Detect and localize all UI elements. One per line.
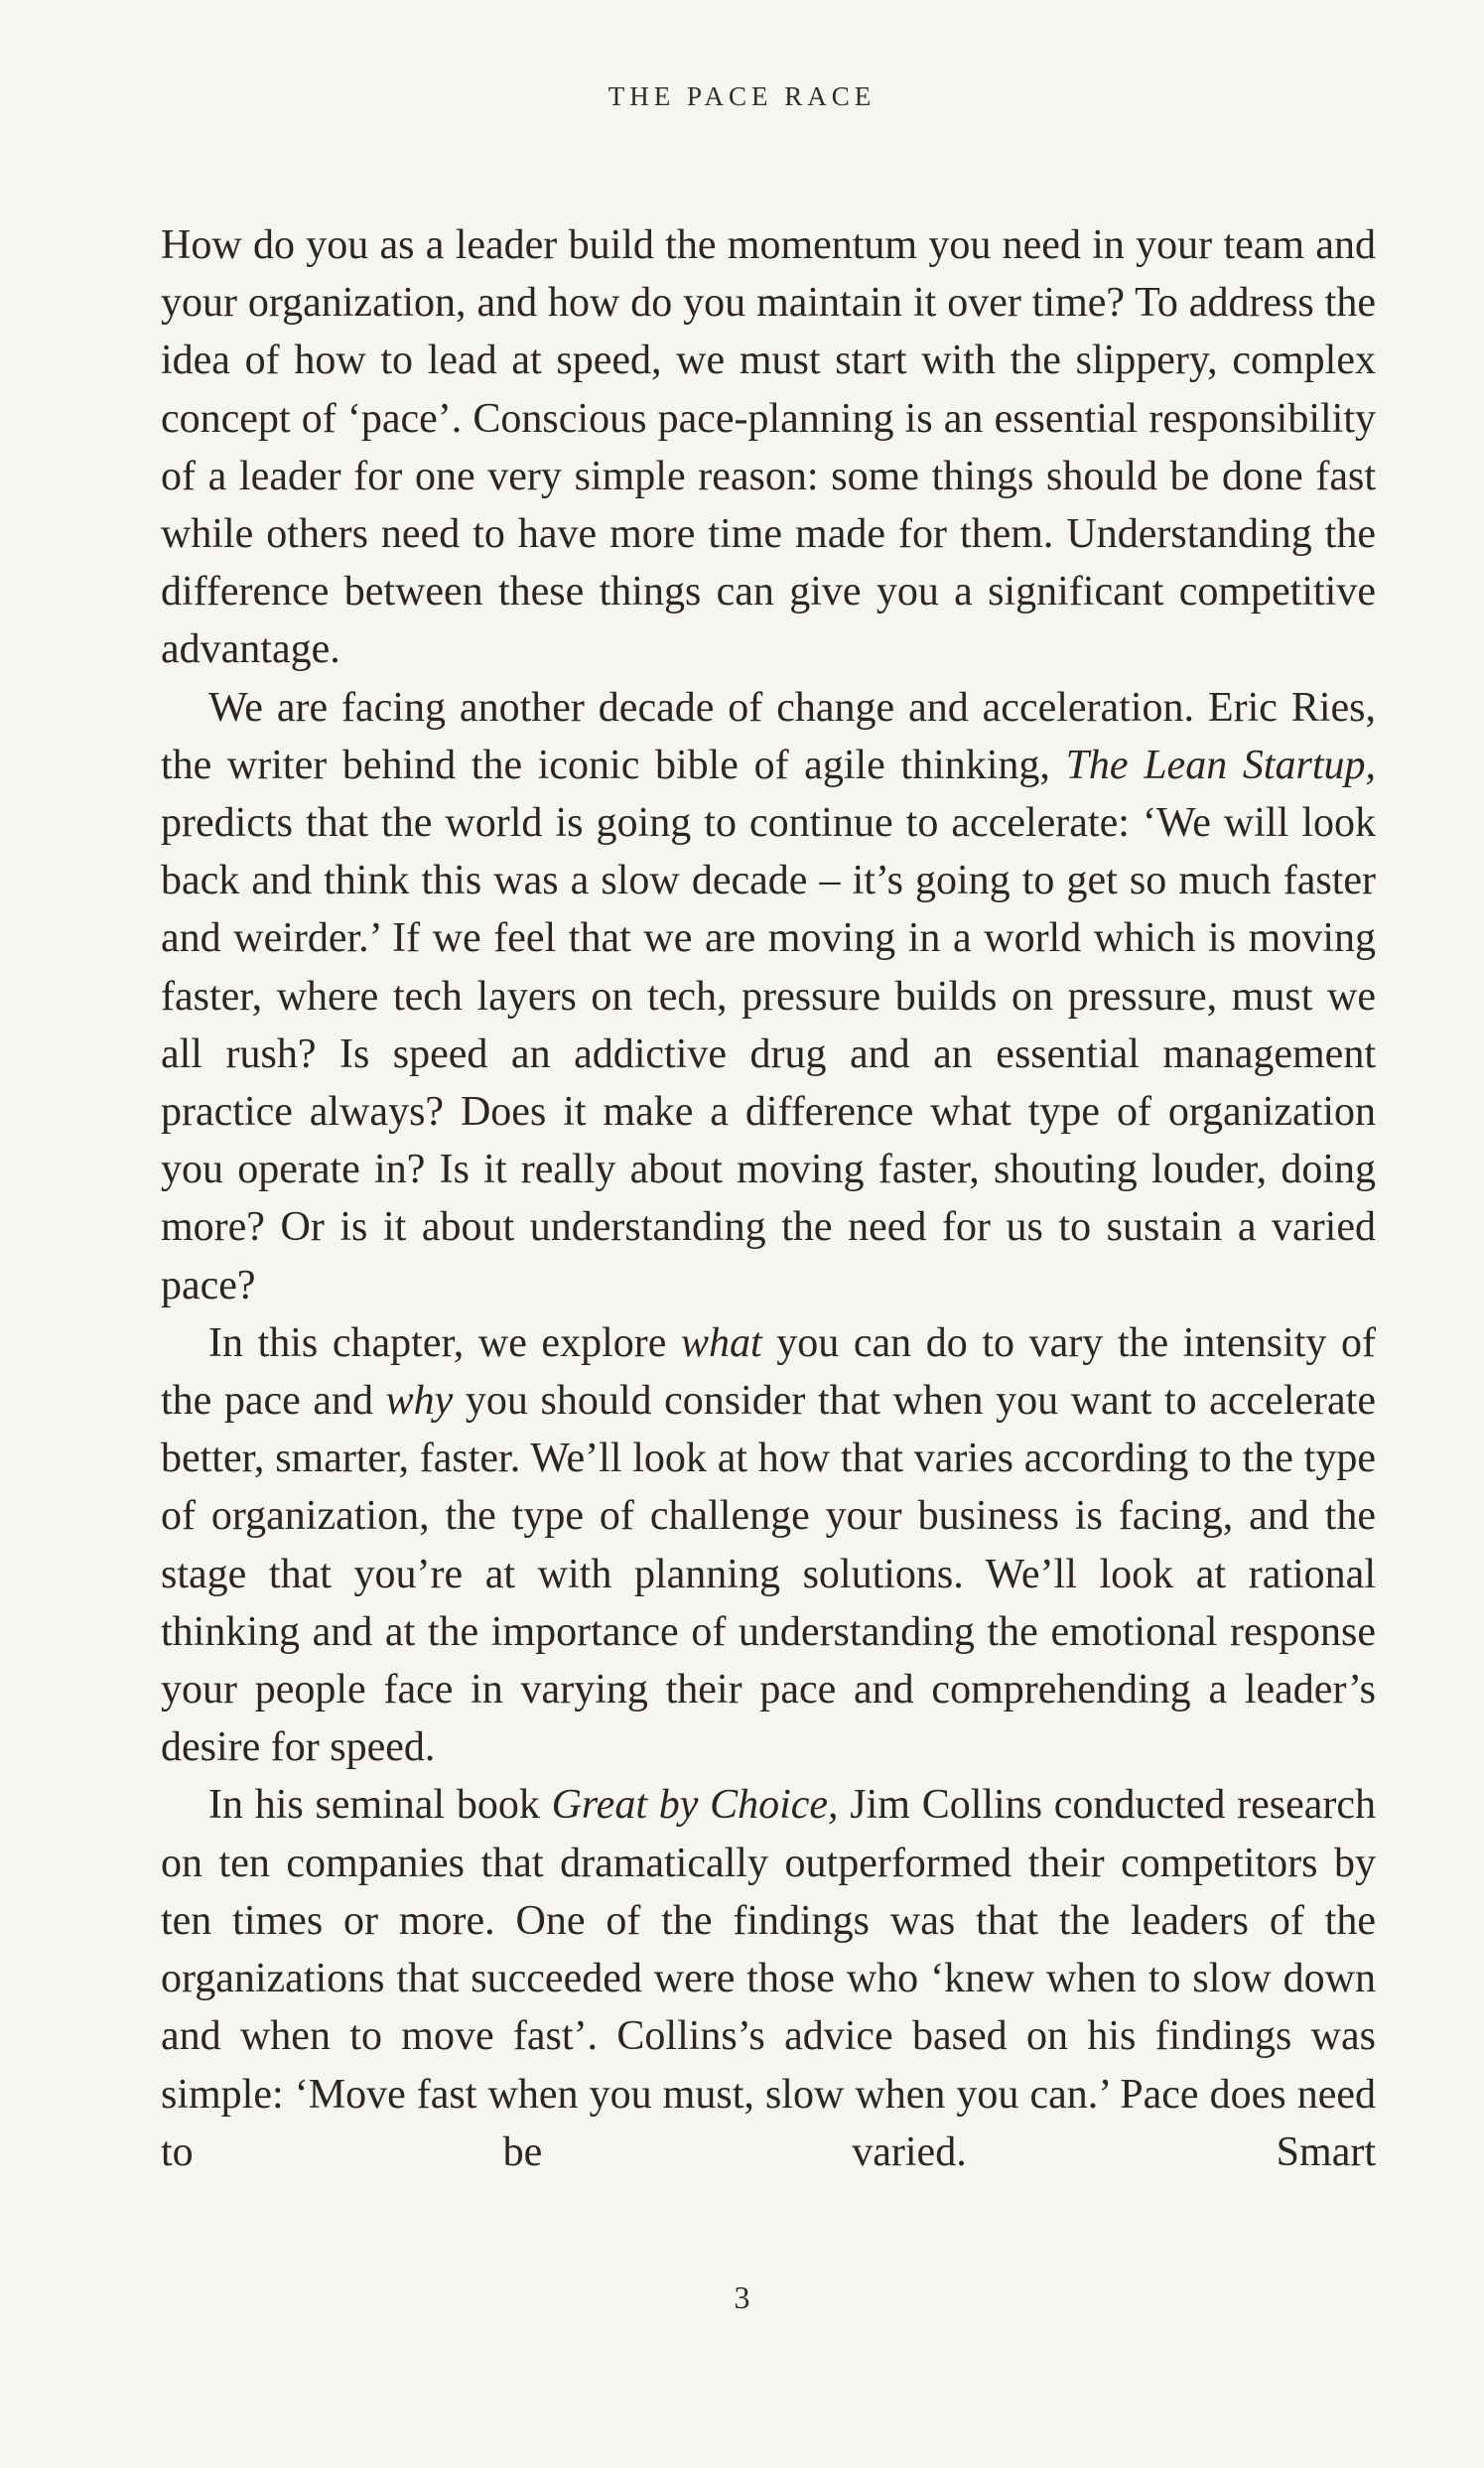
paragraph-3-text-a: In this chapter, we explore	[208, 1319, 681, 1366]
page-number: 3	[734, 2279, 750, 2315]
paragraph-4-text-b: Jim Collins conducted research on ten companies that dramatically outperformed their competitors by ten times or more. One of the findings was that the leaders of the organizations that succeeded were those who ‘knew when to slow down and when to move fast’. Collins’s advice based on his findings was simple: ‘Move fast when you must, slow when you can.’ Pace does need to be varied. Smart	[161, 1782, 1377, 2175]
running-head: THE PACE RACE	[607, 81, 877, 111]
book-title-great-by-choice: Great by Choice,	[551, 1782, 839, 1829]
paragraph-3	[161, 1314, 1376, 1777]
paragraph-2	[161, 679, 1376, 1314]
paragraph-3-text-c: you should consider that when you want to accelerate better, smarter, faster. We’ll look at how that varies according to the type of organization, the type of challenge your business is facing, and the stage that you’re at with planning solutions. We’ll look at rational thinking and at the importance of understanding the emotional response your people face in varying their pace and comprehending a leader’s desire for speed.	[161, 1378, 1376, 1771]
paragraph-4-text-a: In his seminal book	[208, 1782, 552, 1829]
paragraph-1	[161, 216, 1376, 679]
paragraph-2-text-a: We are facing another decade of change and acceleration. Eric Ries, the writer behind the iconic bible of agile thinking,	[161, 684, 1376, 788]
paragraph-4	[161, 1776, 1376, 2180]
paragraph-3-text-b: you can do to vary the intensity of the pace and	[161, 1319, 1376, 1425]
book-title-lean-startup: The Lean Startup,	[1065, 742, 1376, 788]
emphasis-why: why	[385, 1378, 454, 1425]
paragraph-2-text-b: predicts that the world is going to continue to accelerate: ‘We will look back and think this was a slow decade – it’s going to get so much faster and weirder.’ If we feel that we are moving in a world which is moving faster, where tech layers on tech, pressure builds on pressure, must we all rush? Is speed an addictive drug and an essential management practice always? Does it make a difference what type of organization you operate in? Is it really about moving faster, shouting louder, doing more? Or is it about understanding the need for us to sustain a varied pace?	[161, 800, 1376, 1308]
paragraph-1-text: How do you as a leader build the momentum you need in your team and your organization, and how do you maintain it over time? To address the idea of how to lead at speed, we must start with the slippery, complex concept of ‘pace’. Conscious pace-planning is an essential responsibility of a leader for one very simple reason: some things should be done fast while others need to have more time made for them. Understanding the difference between these things can give you a significant competitive advantage.	[161, 222, 1376, 673]
emphasis-what: what	[680, 1319, 762, 1366]
body-text	[161, 216, 1376, 2181]
